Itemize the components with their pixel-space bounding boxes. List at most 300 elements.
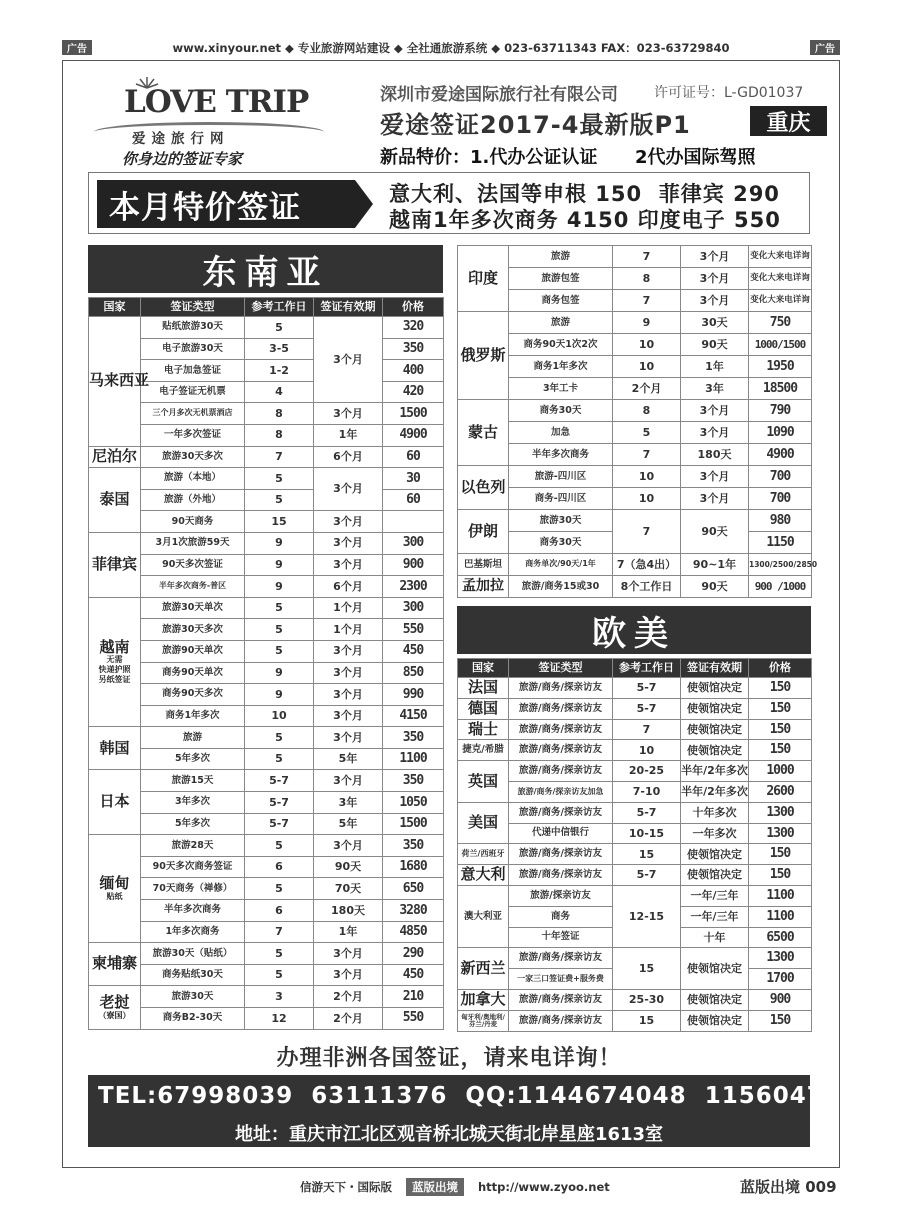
work-days: 9 [245,532,314,554]
country-cell: 新西兰 [458,948,509,990]
promo-tag: 本月特价签证 [97,180,355,228]
price: 4900 [383,424,444,446]
country-cell: 蒙古 [458,400,509,466]
edition-title: 爱途签证2017-4最新版P1 [380,111,691,139]
visa-type: 商务B2-30天 [141,1008,245,1030]
country-cell: 捷克/希腊 [458,740,509,761]
visa-type: 旅游/商务/探亲访友 [509,844,613,865]
price: 30 [383,468,444,490]
price: 700 [749,488,812,510]
visa-type: 旅游30天 [141,986,245,1008]
validity: 3个月 [314,640,383,662]
price: 350 [383,727,444,749]
validity: 3个月 [314,705,383,727]
validity: 2个月 [314,986,383,1008]
visa-type: 旅游/商务/探亲访友 [509,678,613,699]
work-days: 7 [613,290,681,312]
price: 1000/1500 [749,334,812,356]
top-header-line: www.xinyour.net ◆ 专业旅游网站建设 ◆ 全社通旅游系统 ◆ 023-63711343 FAX：023-63729840 [172,41,730,55]
price: 60 [383,446,444,468]
visa-type: 加急 [509,422,613,444]
work-days: 5 [245,748,314,770]
price [383,511,444,533]
work-days: 7 [245,921,314,943]
validity: 3年 [681,378,749,400]
visa-type: 5年多次 [141,813,245,835]
validity: 半年/2年多次 [681,781,749,802]
visa-type: 商务1年多次 [509,356,613,378]
visa-type: 旅游/探亲访友 [509,885,613,906]
validity: 3个月 [681,268,749,290]
price: 4900 [749,444,812,466]
validity: 3个月 [314,468,383,511]
visa-type: 旅游/商务/探亲访友 [509,1010,613,1031]
visa-type: 旅游30天多次 [141,619,245,641]
validity: 使领馆决定 [681,719,749,740]
validity: 3个月 [681,488,749,510]
col-header: 签证有效期 [314,298,383,317]
price: 4150 [383,705,444,727]
country-cell: 尼泊尔 [89,446,141,468]
work-days: 3 [245,986,314,1008]
contact-address: 地址：重庆市江北区观音桥北城天街北岸星座1613室 [234,1124,664,1145]
price: 350 [383,770,444,792]
validity: 一年/三年 [681,906,749,927]
footer-url[interactable]: http://www.zyoo.net [478,1180,610,1194]
logo-chinese: 爱途旅行网 [132,131,230,147]
country-cell: 德国 [458,698,509,719]
validity: 90天 [314,856,383,878]
validity: 一年多次 [681,823,749,844]
visa-type: 旅游/商务/探亲访友 [509,719,613,740]
price: 1300/2500/2850 [749,554,812,576]
validity: 使领馆决定 [681,678,749,699]
work-days: 3-5 [245,338,314,360]
country-cell: 以色列 [458,466,509,510]
validity: 3个月 [314,511,383,533]
work-days: 2个月 [613,378,681,400]
work-days: 5 [245,640,314,662]
price: 300 [383,597,444,619]
visa-type: 三个月多次无机票酒店 [141,403,245,425]
visa-type: 商务包签 [509,290,613,312]
visa-type: 电子旅游30天 [141,338,245,360]
logo [84,76,344,171]
col-header: 签证类型 [141,298,245,317]
africa-notice: 办理非洲各国签证，请来电详询！ [276,1046,622,1071]
visa-type: 3月1次旅游59天 [141,532,245,554]
promo-line-1: 意大利、法国等申根 150 菲律宾 290 [389,182,780,206]
work-days: 10 [613,466,681,488]
work-days: 6 [245,856,314,878]
sea-table [88,297,444,1030]
country-cell: 巴基斯坦 [458,554,509,576]
visa-type: 旅游/商务/探亲访友 [509,802,613,823]
visa-type: 旅游30天（贴纸） [141,943,245,965]
visa-type: 旅游/商务/探亲访友 [509,948,613,969]
work-days: 8 [245,403,314,425]
visa-type: 代递中信银行 [509,823,613,844]
price: 150 [749,698,812,719]
visa-type: 3年多次 [141,792,245,814]
price: 650 [383,878,444,900]
validity: 2个月 [314,1008,383,1030]
validity: 3个月 [314,662,383,684]
work-days: 20-25 [613,761,681,782]
footer-left: 信游天下・国际版 [300,1180,392,1194]
price: 450 [383,964,444,986]
visa-type: 商务90天单次 [141,662,245,684]
price: 210 [383,986,444,1008]
price: 450 [383,640,444,662]
work-days: 8 [245,424,314,446]
contact-tel: TEL:67998039 63111376 QQ:1144674048 1156047434 [98,1083,875,1109]
price: 550 [383,619,444,641]
col-header: 国家 [458,659,509,678]
country-name: 缅甸 [99,874,130,893]
country-cell: 日本 [89,770,141,835]
work-days: 8个工作日 [613,576,681,598]
price: 350 [383,338,444,360]
visa-type: 商务单次/90天/1年 [509,554,613,576]
validity: 1年 [314,921,383,943]
visa-type: 旅游/商务15或30 [509,576,613,598]
price: 150 [749,678,812,699]
work-days: 10 [613,488,681,510]
validity: 3个月 [314,835,383,857]
work-days: 25-30 [613,989,681,1010]
ad-tag-right: 广告 [810,40,840,55]
work-days: 10 [613,740,681,761]
work-days: 5 [245,468,314,490]
work-days: 5-7 [613,678,681,699]
price: 150 [749,740,812,761]
col-header: 价格 [749,659,812,678]
work-days: 5 [245,619,314,641]
price: 1000 [749,761,812,782]
visa-type: 商务90天1次2次 [509,334,613,356]
country-note: 另纸签证 [98,674,131,684]
country-cell: 美国 [458,802,509,844]
visa-type: 90天多次商务签证 [141,856,245,878]
visa-type: 旅游（本地） [141,468,245,490]
price: 700 [749,466,812,488]
company-name: 深圳市爱途国际旅行社有限公司 [380,85,618,105]
price: 300 [383,532,444,554]
validity: 使领馆决定 [681,698,749,719]
validity: 90天 [681,334,749,356]
country-cell: 法国 [458,678,509,699]
visa-type: 旅游（外地） [141,489,245,511]
country-note: （寮国） [98,1010,131,1020]
work-days: 7 [613,510,681,554]
price: 980 [749,510,812,532]
visa-type: 旅游90天单次 [141,640,245,662]
country-name: 越南 [99,637,130,656]
col-header: 签证类型 [509,659,613,678]
price: 900 /1000 [749,576,812,598]
price: 60 [383,489,444,511]
validity: 3个月 [314,684,383,706]
visa-type: 商务 [509,906,613,927]
price: 790 [749,400,812,422]
work-days: 10 [613,334,681,356]
work-days: 9 [245,684,314,706]
price: 1500 [383,403,444,425]
price: 900 [749,989,812,1010]
country-note: 贴纸 [106,891,123,901]
work-days: 10 [245,705,314,727]
logo-brand: LOVE TRIP [124,84,309,120]
validity: 使领馆决定 [681,740,749,761]
country-cell [89,597,141,727]
work-days: 15 [613,844,681,865]
validity: 3个月 [681,422,749,444]
visa-type: 一家三口签证费+服务费 [509,969,613,990]
price: 150 [749,844,812,865]
country-cell: 澳大利亚 [458,885,509,947]
visa-type: 旅游/商务/探亲访友 [509,761,613,782]
asia-right-table [457,245,818,598]
work-days: 7 [613,246,681,268]
country-cell: 加拿大 [458,989,509,1010]
work-days: 10-15 [613,823,681,844]
validity: 3个月 [681,466,749,488]
visa-type: 商务贴纸30天 [141,964,245,986]
visa-type: 旅游-四川区 [509,466,613,488]
ad-tag-left: 广告 [62,40,92,55]
work-days: 7（急4出） [613,554,681,576]
work-days: 7-10 [613,781,681,802]
visa-type: 旅游/商务/探亲访友 [509,740,613,761]
work-days: 8 [613,400,681,422]
visa-type: 旅游/商务/探亲访友加急 [509,781,613,802]
price: 850 [383,662,444,684]
country-cell [89,835,141,943]
visa-type: 1年多次商务 [141,921,245,943]
country-cell: 马来西亚 [89,317,141,447]
country-name: 老挝 [99,992,130,1011]
price: 1500 [383,813,444,835]
promo-arrow [355,180,373,228]
work-days: 5 [245,317,314,339]
visa-type: 十年签证 [509,927,613,948]
price: 550 [383,1008,444,1030]
country-cell [89,986,141,1029]
col-header: 签证有效期 [681,659,749,678]
price: 1700 [749,969,812,990]
visa-type: 旅游30天单次 [141,597,245,619]
validity: 3个月 [314,943,383,965]
visa-type: 旅游/商务/探亲访友 [509,698,613,719]
validity: 十年 [681,927,749,948]
validity: 3个月 [314,532,383,554]
visa-type: 半年多次商务 [509,444,613,466]
col-header: 参考工作日 [613,659,681,678]
work-days: 4 [245,381,314,403]
price: 400 [383,360,444,382]
price: 2300 [383,576,444,598]
visa-type: 5年多次 [141,748,245,770]
new-items-line: 新品特价：1.代办公证认证 2代办国际驾照 [380,147,756,168]
validity: 1个月 [314,597,383,619]
work-days: 9 [245,554,314,576]
validity: 一年/三年 [681,885,749,906]
col-header: 参考工作日 [245,298,314,317]
visa-type: 商务90天多次 [141,684,245,706]
visa-type: 旅游/商务/探亲访友 [509,989,613,1010]
price: 3280 [383,900,444,922]
validity: 180天 [314,900,383,922]
work-days: 12-15 [613,885,681,947]
price: 320 [383,317,444,339]
price: 变化大来电详询 [749,268,812,290]
validity: 6个月 [314,446,383,468]
price: 1100 [383,748,444,770]
col-header: 国家 [89,298,141,317]
validity: 使领馆决定 [681,989,749,1010]
validity: 3个月 [681,400,749,422]
country-cell: 韩国 [89,727,141,770]
validity: 3个月 [314,317,383,403]
validity: 90天 [681,510,749,554]
city-badge: 重庆 [750,106,827,136]
validity: 使领馆决定 [681,844,749,865]
validity: 3个月 [314,403,383,425]
promo-box [88,172,810,234]
price: 990 [383,684,444,706]
validity: 30天 [681,312,749,334]
work-days: 5 [245,597,314,619]
price: 2600 [749,781,812,802]
work-days: 1-2 [245,360,314,382]
price: 750 [749,312,812,334]
visa-type: 商务30天 [509,400,613,422]
work-days: 7 [613,444,681,466]
license-number: 许可证号：L-GD01037 [654,85,804,101]
visa-type: 一年多次签证 [141,424,245,446]
work-days: 5 [245,964,314,986]
country-cell: 泰国 [89,468,141,533]
validity: 180天 [681,444,749,466]
visa-type: 旅游 [141,727,245,749]
price: 1950 [749,356,812,378]
work-days: 6 [245,900,314,922]
work-days: 9 [245,662,314,684]
country-cell: 意大利 [458,865,509,886]
validity: 3个月 [681,246,749,268]
work-days: 9 [613,312,681,334]
work-days: 15 [613,1010,681,1031]
price: 1100 [749,906,812,927]
price: 1300 [749,802,812,823]
validity: 5年 [314,748,383,770]
validity: 使领馆决定 [681,948,749,990]
price: 1090 [749,422,812,444]
visa-type: 90天商务 [141,511,245,533]
work-days: 7 [245,446,314,468]
visa-type: 90天多次签证 [141,554,245,576]
work-days: 5-7 [613,802,681,823]
page-label: 蓝版出境 009 [740,1178,837,1196]
price: 1300 [749,948,812,969]
country-cell: 菲律宾 [89,532,141,597]
validity: 3年 [314,792,383,814]
price: 1680 [383,856,444,878]
visa-type: 旅游/商务/探亲访友 [509,865,613,886]
validity: 3个月 [314,770,383,792]
visa-type: 半年多次商务-普区 [141,576,245,598]
validity: 使领馆决定 [681,865,749,886]
country-cell: 英国 [458,761,509,803]
country-cell: 孟加拉 [458,576,509,598]
work-days: 5 [245,835,314,857]
work-days: 5 [245,489,314,511]
validity: 3个月 [314,727,383,749]
validity: 3个月 [314,964,383,986]
price: 150 [749,1010,812,1031]
work-days: 7 [613,719,681,740]
visa-type: 电子加急签证 [141,360,245,382]
visa-type: 商务-四川区 [509,488,613,510]
validity: 3个月 [314,554,383,576]
work-days: 15 [613,948,681,990]
visa-type: 旅游30天 [509,510,613,532]
visa-type: 商务30天 [509,532,613,554]
country-cell: 伊朗 [458,510,509,554]
visa-type: 半年多次商务 [141,900,245,922]
visa-type: 旅游 [509,312,613,334]
work-days: 5-7 [613,698,681,719]
visa-type: 旅游28天 [141,835,245,857]
price: 6500 [749,927,812,948]
country-note: 快递护照 [98,665,131,675]
visa-type: 旅游包签 [509,268,613,290]
col-header: 价格 [383,298,444,317]
contact-bar [88,1075,875,1147]
work-days: 5 [613,422,681,444]
validity: 70天 [314,878,383,900]
validity: 3个月 [681,290,749,312]
country-cell: 匈牙利/奥地利/芬兰/丹麦 [458,1010,509,1031]
validity: 十年多次 [681,802,749,823]
country-cell: 俄罗斯 [458,312,509,400]
validity: 90天 [681,576,749,598]
validity: 90~1年 [681,554,749,576]
price: 290 [383,943,444,965]
validity: 1个月 [314,619,383,641]
country-cell: 瑞士 [458,719,509,740]
work-days: 10 [613,356,681,378]
work-days: 5 [245,727,314,749]
visa-type: 电子签证无机票 [141,381,245,403]
price: 150 [749,865,812,886]
euro-section-title: 欧美 [457,606,811,654]
country-note: 无需 [106,655,123,665]
work-days: 5-7 [613,865,681,886]
country-cell: 荷兰/西班牙 [458,844,509,865]
price: 900 [383,554,444,576]
validity: 使领馆决定 [681,1010,749,1031]
promo-line-2: 越南1年多次商务 4150 印度电子 550 [389,208,781,232]
price: 420 [383,381,444,403]
visa-type: 旅游30天多次 [141,446,245,468]
work-days: 8 [613,268,681,290]
visa-type: 商务1年多次 [141,705,245,727]
price: 1150 [749,532,812,554]
work-days: 5-7 [245,813,314,835]
logo-slogan: 你身边的签证专家 [122,150,243,168]
